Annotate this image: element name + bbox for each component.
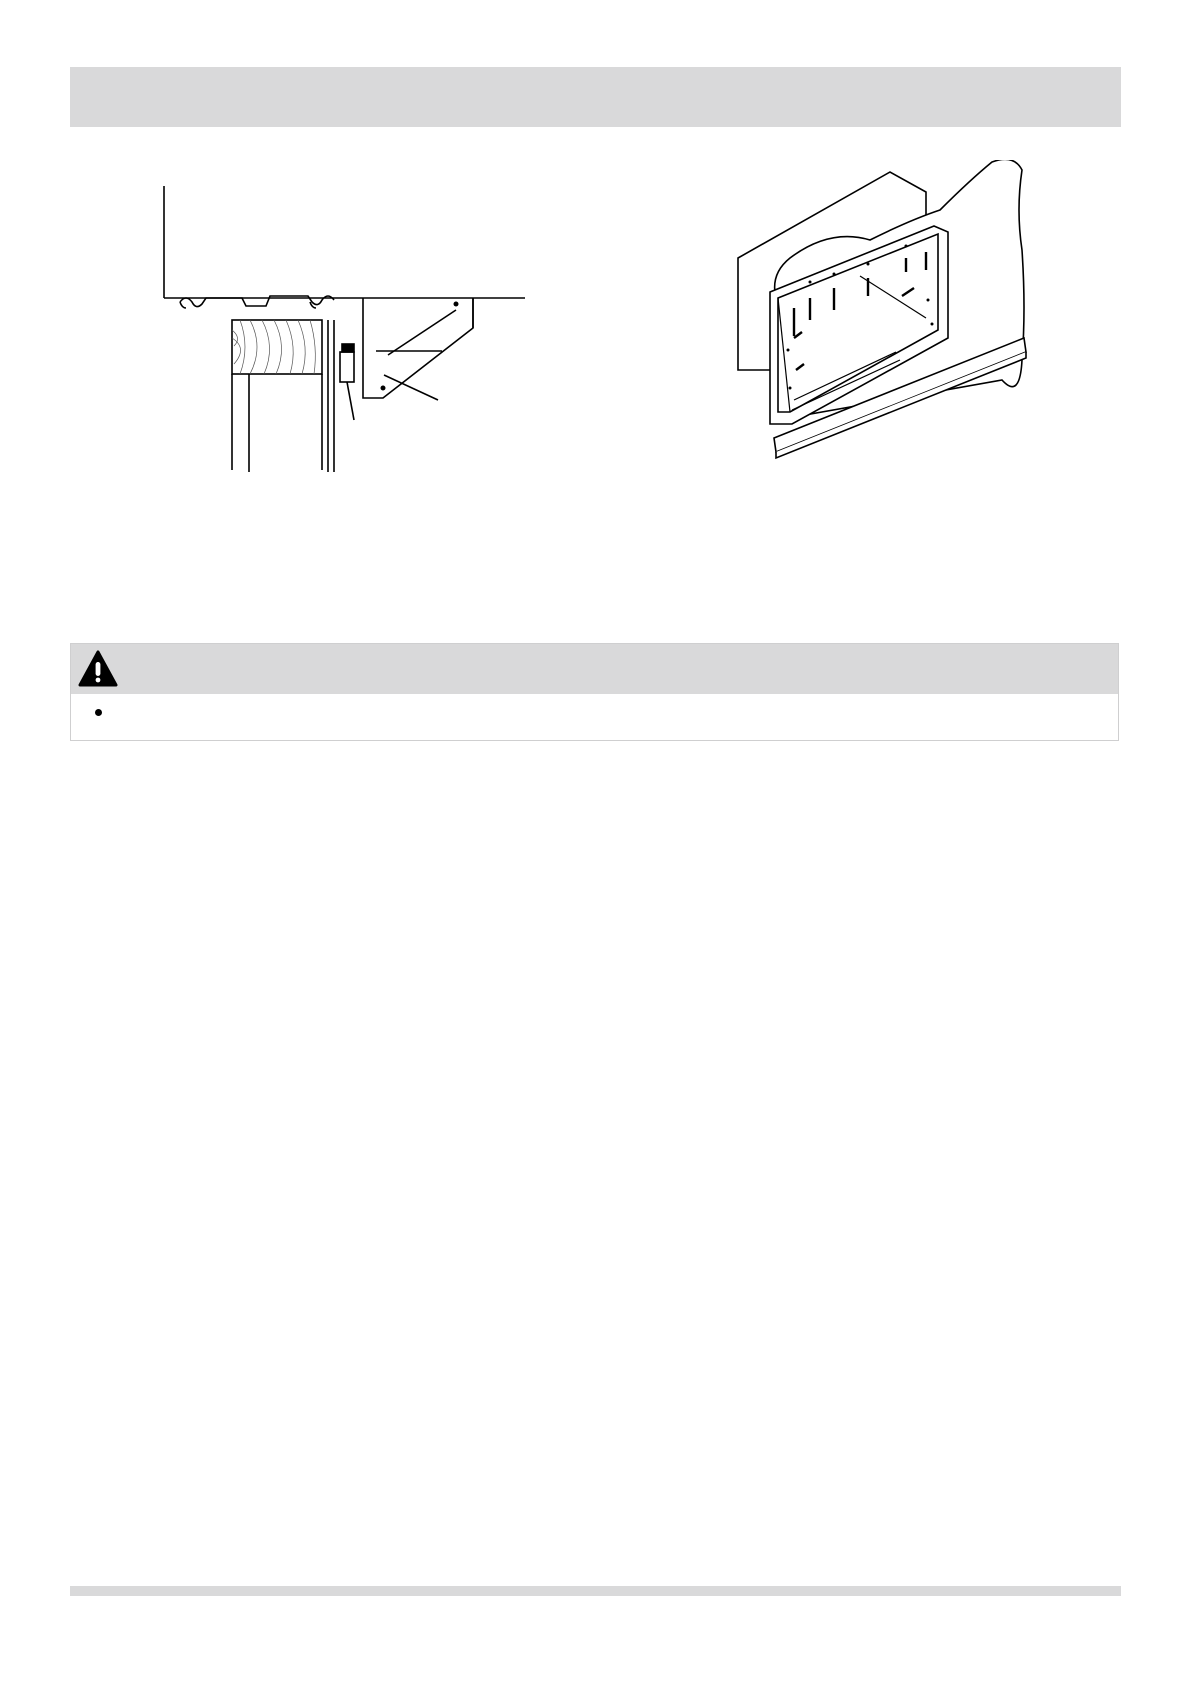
bullet-point bbox=[95, 709, 102, 716]
cabinet-opening-frame-diagram bbox=[730, 160, 1040, 495]
hinge-cross-section-diagram bbox=[150, 180, 530, 480]
warning-box bbox=[70, 643, 1119, 741]
warning-triangle-icon bbox=[78, 650, 118, 688]
footer-bar bbox=[70, 1586, 1121, 1596]
header-bar bbox=[70, 67, 1121, 127]
warning-body bbox=[71, 694, 1118, 740]
warning-header bbox=[71, 644, 1118, 694]
